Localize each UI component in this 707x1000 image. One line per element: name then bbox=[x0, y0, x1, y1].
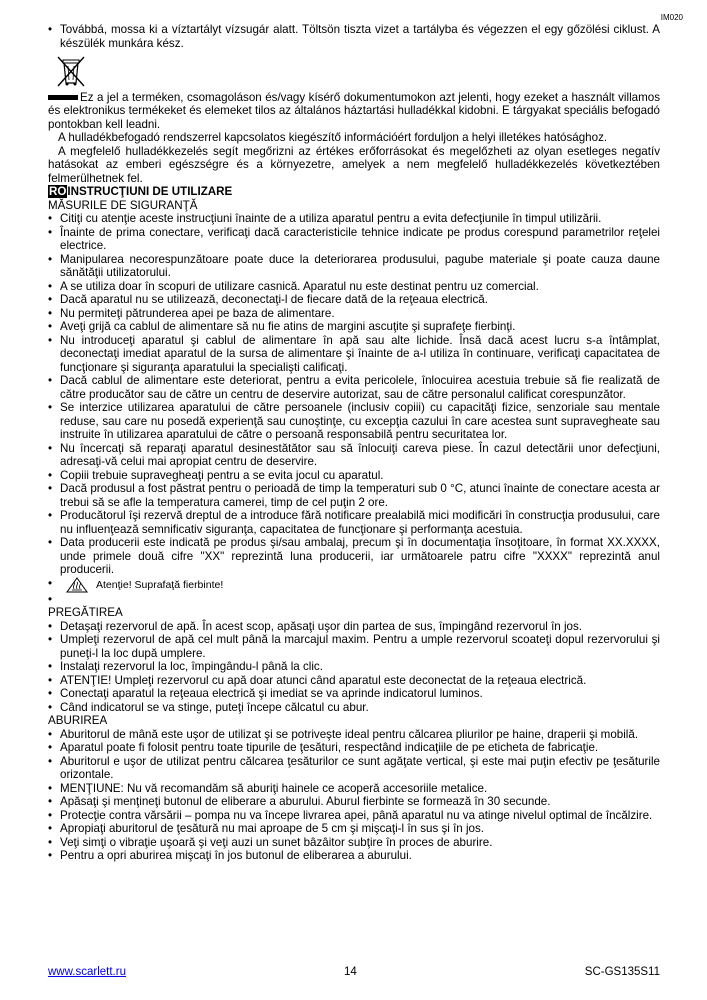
list-item: • Apăsaţi şi menţineţi butonul de eliberare a aburului. Aburul fierbinte se formează în 30 secunde. bbox=[48, 795, 660, 809]
list-item: • Aburitorul de mână este uşor de utilizat şi se potriveşte ideal pentru călcarea pliurilor pe haine, draperii şi mobilă. bbox=[48, 728, 660, 742]
list-item: • Citiţi cu atenţie aceste instrucţiuni înainte de a utiliza aparatul pentru a evita defecţiunile în timpul utilizării. bbox=[48, 212, 660, 226]
list-item: • Protecţie contra vărsării – pompa nu va începe livrarea apei, până aparatul nu va atinge nivelul optimal de încălzire. bbox=[48, 809, 660, 823]
language-badge: RO bbox=[49, 185, 67, 198]
list-item: • Instalaţi rezervorul la loc, împingându-l până la clic. bbox=[48, 660, 660, 674]
list-item: • Producătorul îşi rezervă dreptul de a introduce fără notificare prealabilă mici modificări în construcţia produsului, care nu influenţează semnificativ siguranţa, capacitatea de funcţionare şi performanţa acestuia. bbox=[48, 509, 660, 536]
list-item: • MENŢIUNE: Nu vă recomandăm să aburiţi hainele ce acoperă accesoriile metalice. bbox=[48, 782, 660, 796]
page-number: 14 bbox=[344, 966, 357, 978]
hot-surface-icon bbox=[66, 577, 88, 593]
ro-section-title: ROINSTRUCŢIUNI DE UTILIZARE bbox=[49, 185, 233, 198]
list-item: • Dacă aparatul nu se utilizează, deconectaţi-l de fiecare dată de la reţeaua electrică. bbox=[48, 293, 660, 307]
black-bar-icon bbox=[48, 95, 78, 100]
list-item: • Nu introduceţi aparatul şi cablul de alimentare în apă sau alte lichide. Însă dacă acest lucru s-a întâmplat, deconectaţi imediat aparatul de la sursa de alimentare şi înainte de a-l utiliza în continuare, verificaţi capacitatea de funcţionare şi siguranţa aparatului la specialişti calificaţi. bbox=[48, 334, 660, 375]
list-item: • Copiii trebuie supravegheaţi pentru a se evita jocul cu aparatul. bbox=[48, 469, 660, 483]
list-item: • Când indicatorul se va stinge, puteţi începe călcatul cu abur. bbox=[48, 701, 660, 715]
prep-heading: PREGĂTIREA bbox=[48, 606, 123, 619]
list-item: • Továbbá, mossa ki a víztartályt vízsugár alatt. Töltsön tiszta vizet a tartályba és végezzen el egy gőzölési ciklust. A készülék munkára kész. bbox=[48, 23, 660, 50]
list-item: • Manipularea necorespunzătoare poate duce la deteriorarea produsului, pagube materiale şi poate cauza daune sănătăţii utilizatorului. bbox=[48, 253, 660, 280]
list-item: • Se interzice utilizarea aparatului de către persoanele (inclusiv copiii) cu capacităţi fizice, senzoriale sau mentale reduse, sau care nu posedă experienţă sau cunoştinţe, cu excepţia cazului în care acestea sunt supravegheate sau instruite în utilizarea aparatului de către o persoană responsabilă pentru securitatea lor. bbox=[48, 401, 660, 442]
weee-proper: A megfelelő hulladékkezelés segít megőrizni az értékes erőforrásokat és megelőzheti az olyan esetleges negatív hatásokat az emberi egészségre és a környezetre, amelyek a nem megfelelő hulladékkezelés következtében felmerülhetnek fel. bbox=[48, 144, 660, 185]
list-item: • Aburitorul e uşor de utilizat pentru călcarea ţesăturilor ce sunt agăţate vertical, şi este mai puţin efectiv pe ţesăturile orizontale. bbox=[48, 755, 660, 782]
hot-surface-item: • Atenţie! Suprafaţă fierbinte! bbox=[48, 577, 660, 593]
prep-list bbox=[48, 620, 660, 715]
steam-heading: ABURIREA bbox=[48, 714, 108, 727]
list-item: • Înainte de prima conectare, verificaţi dacă caracteristicile tehnice indicate pe produs corespund parametrilor reţelei electrice. bbox=[48, 226, 660, 253]
list-item: • Detaşaţi rezervorul de apă. În acest scop, apăsaţi uşor din partea de sus, împingând rezervorul în jos. bbox=[48, 620, 660, 634]
list-item: • Data producerii este indicată pe produs şi/sau ambalaj, precum şi în documentaţia însoţitoare, în format XX.XXXX, unde primele două cifre "XX" reprezintă luna producerii, iar următoarele patru cifre "XXXX" reprezintă anul producerii. bbox=[48, 536, 660, 577]
steam-list bbox=[48, 728, 660, 863]
list-item: • Aveţi grijă ca cablul de alimentare să nu fie atins de margini ascuţite şi suprafeţe fierbinţi. bbox=[48, 320, 660, 334]
weee-notice: Ez a jel a terméken, csomagoláson és/vagy kísérő dokumentumokon azt jelenti, hogy ezeket a használt villamos és elektronikus termékeket és elemeket tilos az általános háztartási hulladékkal kidobni. E tárgyakat speciális befogadó pontokban kell leadni. bbox=[48, 90, 660, 131]
list-item: • Aparatul poate fi folosit pentru toate tipurile de ţesături, respectând indicaţiile de pe eticheta de fabricaţie. bbox=[48, 741, 660, 755]
model-number: SC-GS135S11 bbox=[584, 966, 660, 978]
weee-info: A hulladékbefogadó rendszerrel kapcsolatos kiegészítő információért forduljon a helyi illetékes hatósághoz. bbox=[58, 131, 608, 144]
list-item: • Apropiaţi aburitorul de ţesătură nu mai aproape de 5 cm şi mişcaţi-l în sus şi în jos. bbox=[48, 822, 660, 836]
hu-list bbox=[48, 23, 660, 50]
safety-list bbox=[48, 212, 660, 606]
safety-heading: MĂSURILE DE SIGURANŢĂ bbox=[48, 198, 198, 212]
list-item: • Pentru a opri aburirea mişcaţi în jos butonul de eliberarea a aburului. bbox=[48, 849, 660, 863]
list-item: • Nu permiteţi pătrunderea apei pe baza de alimentare. bbox=[48, 307, 660, 321]
document-code: IM020 bbox=[660, 13, 683, 22]
list-item: • A se utiliza doar în scopuri de utilizare casnică. Aparatul nu este destinat pentru uz comercial. bbox=[48, 280, 660, 294]
list-item: • Veţi simţi o vibraţie uşoară şi veţi auzi un sunet bâzâitor subţire în proces de aburire. bbox=[48, 836, 660, 850]
list-item: • ATENŢIE! Umpleţi rezervorul cu apă doar atunci când aparatul este deconectat de la reţeaua electrică. bbox=[48, 674, 660, 688]
website-link[interactable]: www.scarlett.ru bbox=[48, 966, 126, 978]
page-content bbox=[48, 23, 660, 863]
list-item: • Conectaţi aparatul la reţeaua electrică şi imediat se va aprinde indicatorul luminos. bbox=[48, 687, 660, 701]
crossed-bin-icon bbox=[54, 53, 88, 87]
list-item: • Dacă produsul a fost păstrat pentru o perioadă de timp la temperaturi sub 0 °C, atunci înainte de conectare acesta ar trebui să se afle la temperatura camerei, timp de cel puţin 2 ore. bbox=[48, 482, 660, 509]
list-item: • Umpleţi rezervorul de apă cel mult până la marcajul maxim. Pentru a umple rezervorul scoateţi dopul rezervorului şi puneţi-l la loc după umplere. bbox=[48, 633, 660, 660]
list-item: • Nu încercaţi să reparaţi aparatul desinestătător sau să înlocuiţi careva piese. În cazul detectării unor defecţiuni, adresaţi-vă celui mai apropiat centru de deservire. bbox=[48, 442, 660, 469]
list-item: • Dacă cablul de alimentare este deteriorat, pentru a evita pericolele, înlocuirea acestuia trebuie să fie realizată de către producător sau de către un centru de deservire autorizat, sau de către personalul calificat corespunzător. bbox=[48, 374, 660, 401]
empty-list-item bbox=[48, 593, 660, 607]
